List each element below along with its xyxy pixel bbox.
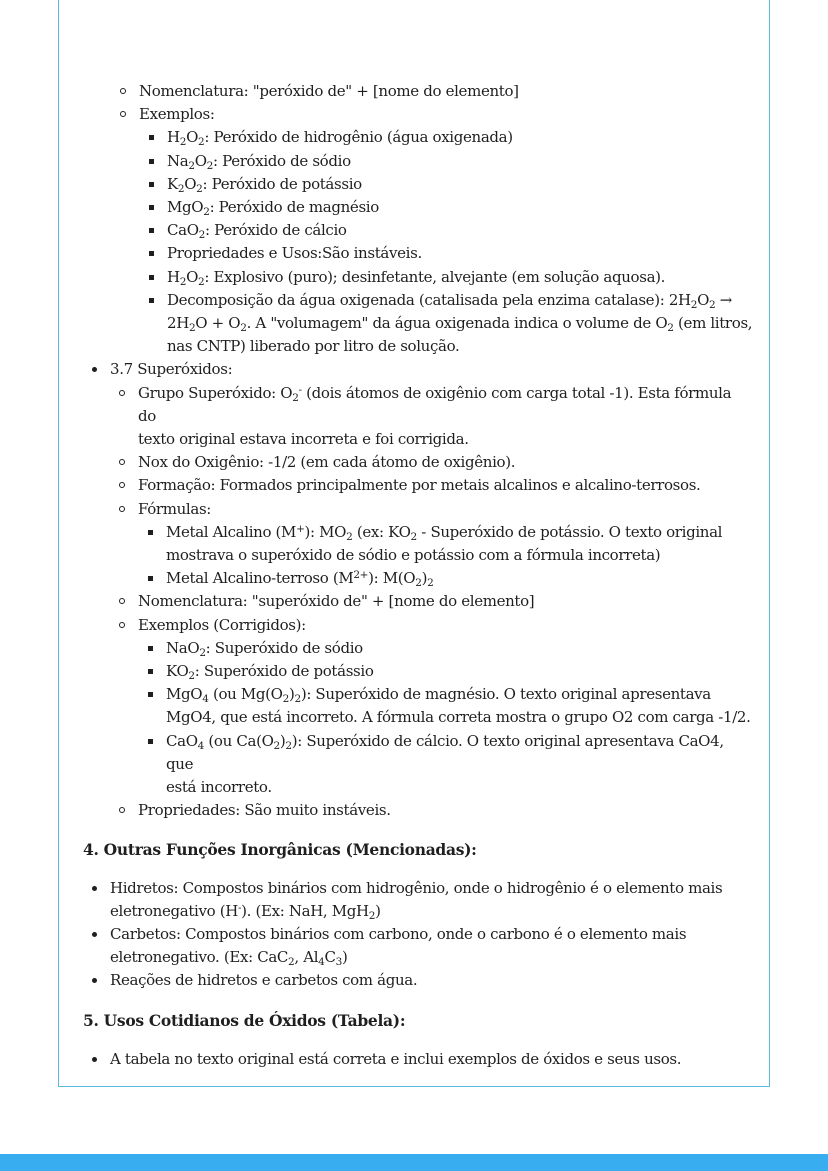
list-item: CaO$_4$ (ou $Ca(O_2)_2$): Superóxido de cálcio. O texto original apresentava CaO4, que está incorreto. xyxy=(138,730,753,800)
outras-funcoes-list xyxy=(83,877,753,993)
peroxido-continuation-list xyxy=(83,80,753,358)
list-item: $Na_2O_2$: Peróxido de sódio xyxy=(139,150,753,173)
list-item: Grupo Superóxido: $O_2^-$ (dois átomos de oxigênio com carga total -1). Esta fórmula do texto original estava incorreta e foi corrigida. xyxy=(110,382,753,452)
list-item: Metal Alcalino (M+): $MO_2$ (ex: $KO_2$ - Superóxido de potássio. O texto original mostrava o superóxido de sódio e potássio com a fórmula incorreta) xyxy=(138,521,753,567)
list-item xyxy=(83,358,753,822)
list-item: Metal Alcalino-terroso $(M^{2+})$: $M(O_2)_2$ xyxy=(138,567,753,590)
list-item: CaO$_2$: Peróxido de cálcio xyxy=(139,219,753,242)
list-item: NaO$_2$: Superóxido de sódio xyxy=(138,637,753,660)
usos-cotidianos-list xyxy=(83,1048,753,1071)
list-item: Formação: Formados principalmente por metais alcalinos e alcalino-terrosos. xyxy=(110,474,753,497)
superoxidos-list xyxy=(83,358,753,822)
list-item: Nomenclatura: "peróxido de" + [nome do elemento] xyxy=(111,80,753,103)
list-item: $H_2O_2$: Peróxido de hidrogênio (água oxigenada) xyxy=(139,126,753,149)
list-item: MgO$_2$: Peróxido de magnésio xyxy=(139,196,753,219)
list-item: Nomenclatura: "superóxido de" + [nome do elemento] xyxy=(110,590,753,613)
list-item: $K_2O_2$: Peróxido de potássio xyxy=(139,173,753,196)
section-title-usos-cotidianos: 5. Usos Cotidianos de Óxidos (Tabela): xyxy=(83,1010,406,1030)
section-title-outras-funcoes: 4. Outras Funções Inorgânicas (Mencionadas): xyxy=(83,839,477,859)
list-item: A tabela no texto original está correta e inclui exemplos de óxidos e seus usos. xyxy=(83,1048,753,1071)
superoxidos-examples-list xyxy=(138,637,753,799)
section-heading: 3.7 Superóxidos: xyxy=(110,360,233,379)
list-item: $KO_2$: Superóxido de potássio xyxy=(138,660,753,683)
list-item: Exemplos (Corrigidos): NaO$_2$: Superóxido de sódio $KO_2$: Superóxido de potássio MgO$_4$ (ou $Mg(O_2)_2$): Superóxido de magnésio. O texto original apresentava MgO4, que está incorreto. A fórmula correta mostra o grupo O2 com carga -1/2. CaO$_4$ (ou $Ca(O_2)_2$): Superóxido de cálcio. O texto original apresentava CaO4, que está incorreto. xyxy=(110,614,753,800)
formulas-list xyxy=(138,521,753,591)
document-content xyxy=(83,80,753,1071)
list-item: $H_2O_2$: Explosivo (puro); desinfetante, alvejante (em solução aquosa). xyxy=(139,266,753,289)
list-item: MgO$_4$ (ou $Mg(O_2)_2$): Superóxido de magnésio. O texto original apresentava MgO4, que está incorreto. A fórmula correta mostra o grupo O2 com carga -1/2. xyxy=(138,683,753,729)
footer-bar xyxy=(0,1154,828,1171)
superoxidos-sublist xyxy=(110,382,753,823)
list-item: Nox do Oxigênio: -1/2 (em cada átomo de oxigênio). xyxy=(110,451,753,474)
list-item: Carbetos: Compostos binários com carbono, onde o carbono é o elemento mais eletronegativo. (Ex: CaC$_2$, $Al_4C_3$) xyxy=(83,923,753,969)
list-item: Exemplos: $H_2O_2$: Peróxido de hidrogênio (água oxigenada) $Na_2O_2$: Peróxido de sódio $K_2O_2$: Peróxido de potássio MgO$_2$: Peróxido de magnésio CaO$_2$: Peróxido de cálcio Propriedades e Usos:São instáveis. $H_2O_2$: Explosivo (puro); desinfetante, alvejante (em solução aquosa). Decomposição da água oxigenada (catalisada pela enzima catalase): $2H_2O_2$ → $2H_2O + O_2$. A "volumagem" da água oxigenada indica o volume de $O_2$ (em litros, nas CNTP) liberado por litro de solução. xyxy=(111,103,753,358)
peroxido-examples-list xyxy=(139,126,753,358)
list-item: Reações de hidretos e carbetos com água. xyxy=(83,969,753,992)
list-item: Fórmulas: Metal Alcalino (M+): $MO_2$ (ex: $KO_2$ - Superóxido de potássio. O texto original mostrava o superóxido de sódio e potássio com a fórmula incorreta) Metal Alcalino-terroso $(M^{2+})$: $M(O_2)_2$ xyxy=(110,498,753,591)
list-item: Hidretos: Compostos binários com hidrogênio, onde o hidrogênio é o elemento mais eletronegativo (H-). (Ex: NaH, MgH$_2$) xyxy=(83,877,753,923)
list-item: Decomposição da água oxigenada (catalisada pela enzima catalase): $2H_2O_2$ → $2H_2O + O_2$. A "volumagem" da água oxigenada indica o volume de $O_2$ (em litros, nas CNTP) liberado por litro de solução. xyxy=(139,289,753,359)
list-item: Propriedades: São muito instáveis. xyxy=(110,799,753,822)
list-item: Propriedades e Usos:São instáveis. xyxy=(139,242,753,265)
